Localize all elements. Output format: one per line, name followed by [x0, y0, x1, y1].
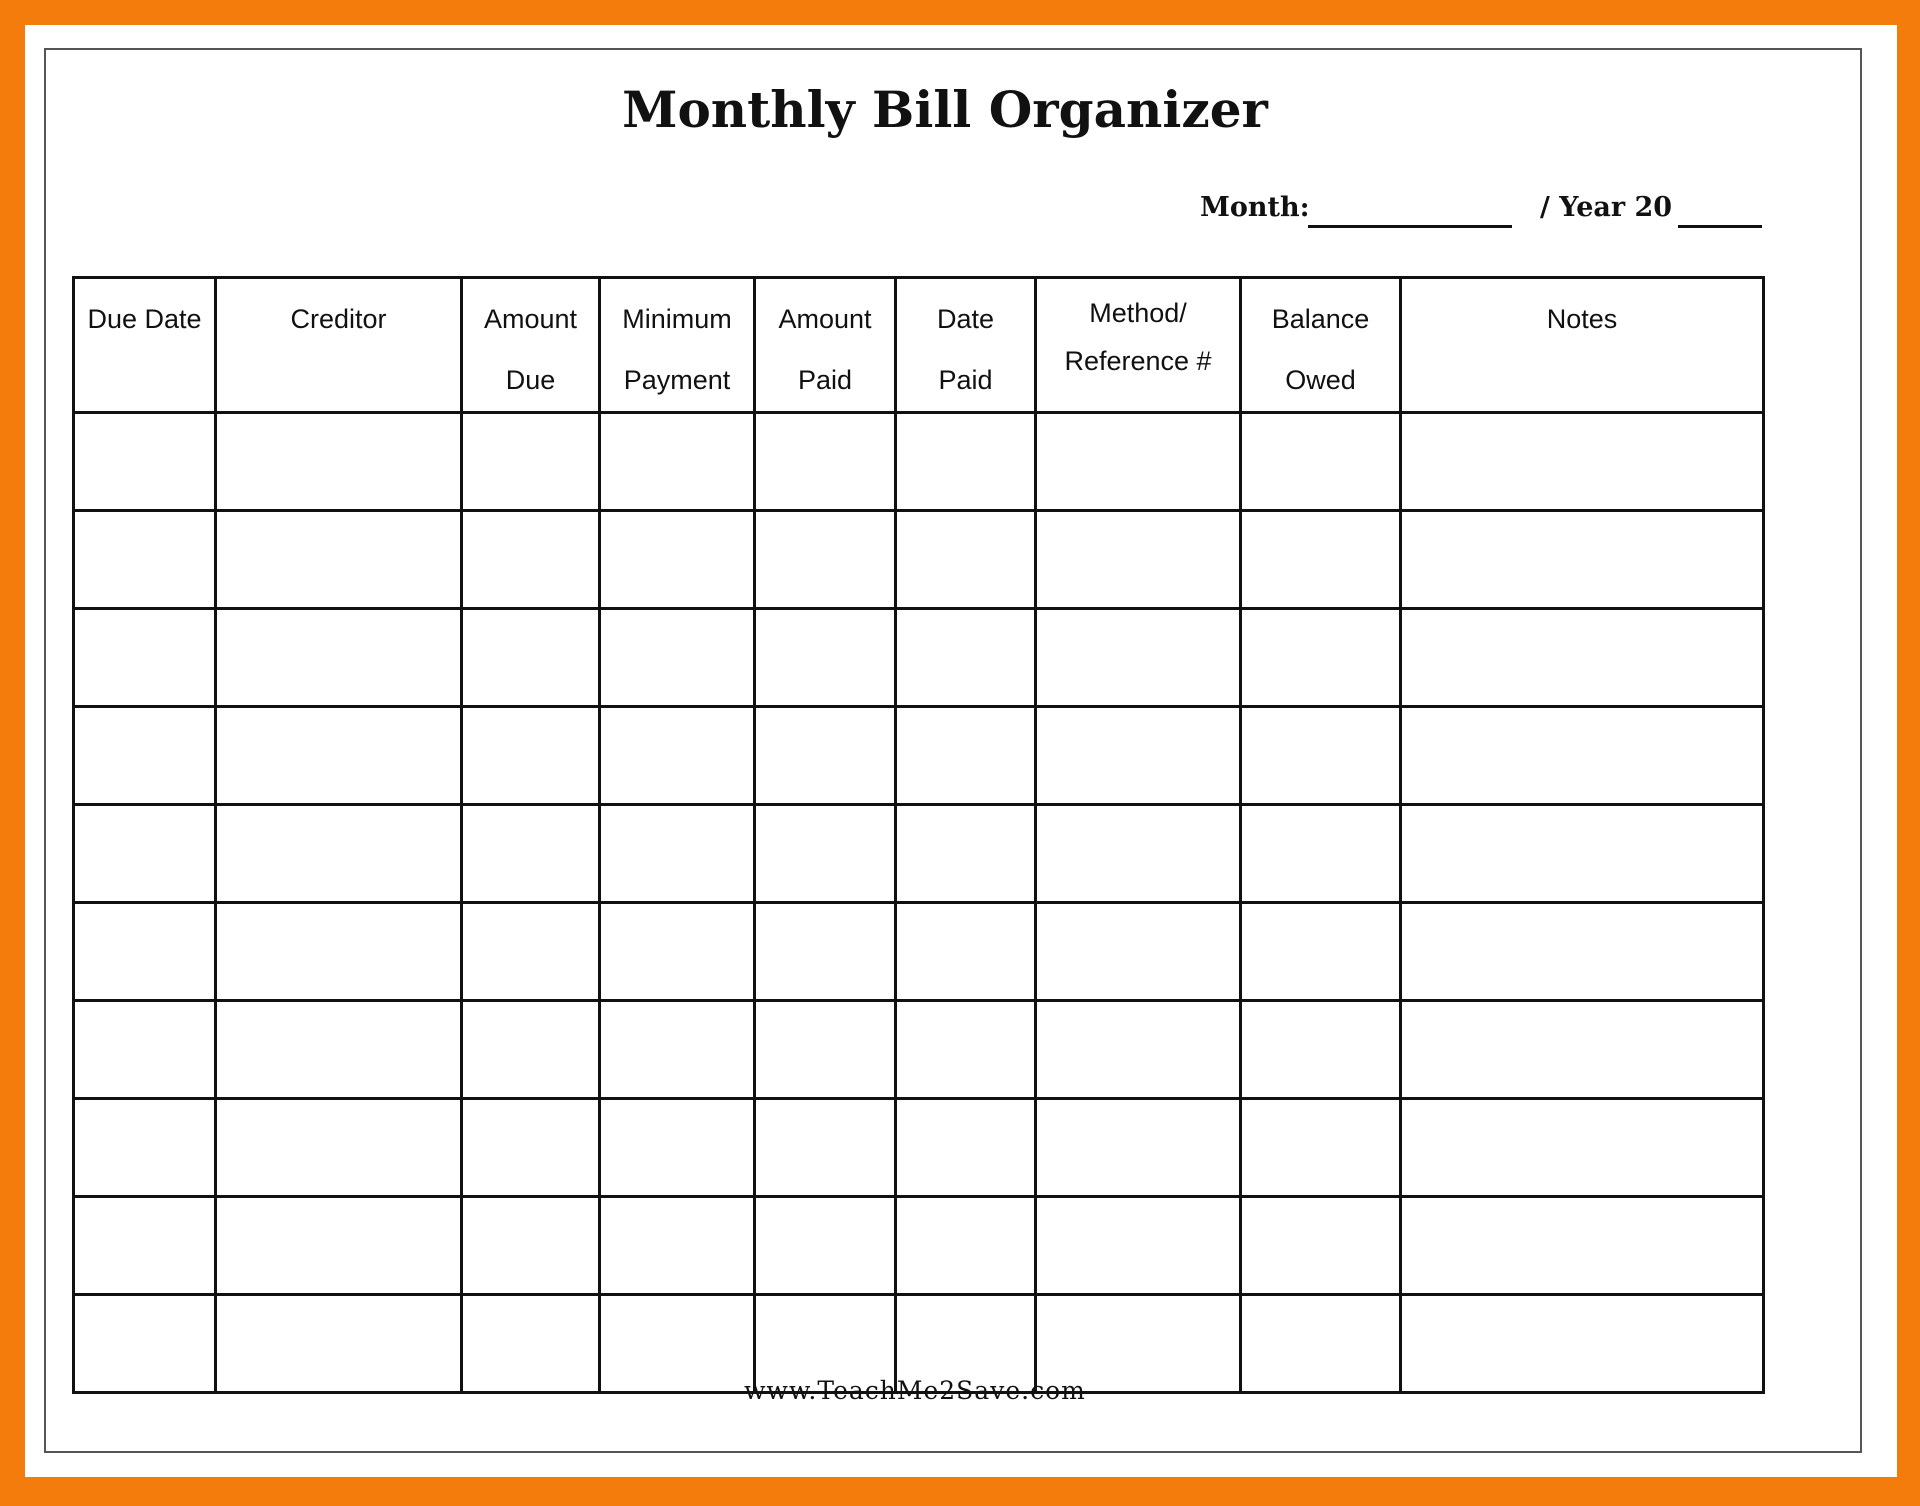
cell-due-date[interactable]	[74, 707, 216, 805]
cell-method-reference[interactable]	[1036, 903, 1241, 1001]
cell-due-date[interactable]	[74, 805, 216, 903]
cell-date-paid[interactable]	[896, 707, 1036, 805]
cell-minimum-payment[interactable]	[600, 707, 755, 805]
header-row	[74, 278, 1764, 413]
cell-due-date[interactable]	[74, 413, 216, 511]
cell-due-date[interactable]	[74, 1099, 216, 1197]
cell-minimum-payment[interactable]	[600, 609, 755, 707]
cell-amount-paid[interactable]	[755, 903, 896, 1001]
year-label: / Year 20	[1540, 192, 1673, 223]
cell-minimum-payment[interactable]	[600, 1197, 755, 1295]
cell-creditor[interactable]	[216, 609, 462, 707]
footer-url: www.TeachMe2Save.com	[744, 1376, 1086, 1405]
cell-amount-due[interactable]	[462, 609, 600, 707]
cell-amount-paid[interactable]	[755, 1197, 896, 1295]
cell-notes[interactable]	[1401, 1197, 1764, 1295]
cell-amount-paid[interactable]	[755, 609, 896, 707]
cell-date-paid[interactable]	[896, 1197, 1036, 1295]
table-row	[74, 1001, 1764, 1099]
cell-balance-owed[interactable]	[1241, 805, 1401, 903]
cell-method-reference[interactable]	[1036, 805, 1241, 903]
cell-amount-paid[interactable]	[755, 805, 896, 903]
cell-minimum-payment[interactable]	[600, 413, 755, 511]
cell-minimum-payment[interactable]	[600, 903, 755, 1001]
cell-creditor[interactable]	[216, 805, 462, 903]
column-header-date-paid: Date Paid	[896, 278, 1036, 413]
cell-creditor[interactable]	[216, 903, 462, 1001]
table-row	[74, 903, 1764, 1001]
month-label: Month:	[1200, 192, 1310, 223]
cell-balance-owed[interactable]	[1241, 1197, 1401, 1295]
cell-amount-paid[interactable]	[755, 413, 896, 511]
cell-notes[interactable]	[1401, 1001, 1764, 1099]
cell-creditor[interactable]	[216, 707, 462, 805]
bill-table	[72, 276, 1765, 1394]
month-year-line	[1200, 192, 1762, 232]
cell-balance-owed[interactable]	[1241, 1001, 1401, 1099]
table-row	[74, 805, 1764, 903]
cell-amount-paid[interactable]	[755, 1001, 896, 1099]
cell-balance-owed[interactable]	[1241, 707, 1401, 805]
cell-method-reference[interactable]	[1036, 413, 1241, 511]
cell-notes[interactable]	[1401, 511, 1764, 609]
cell-balance-owed[interactable]	[1241, 511, 1401, 609]
cell-balance-owed[interactable]	[1241, 903, 1401, 1001]
table-row	[74, 609, 1764, 707]
column-header-creditor: Creditor	[216, 278, 462, 413]
cell-date-paid[interactable]	[896, 511, 1036, 609]
cell-minimum-payment[interactable]	[600, 805, 755, 903]
table-row	[74, 413, 1764, 511]
column-header-balance-owed: Balance Owed	[1241, 278, 1401, 413]
column-header-amount-paid: Amount Paid	[755, 278, 896, 413]
cell-date-paid[interactable]	[896, 1001, 1036, 1099]
cell-notes[interactable]	[1401, 707, 1764, 805]
table-row	[74, 511, 1764, 609]
column-header-amount-due: Amount Due	[462, 278, 600, 413]
cell-date-paid[interactable]	[896, 413, 1036, 511]
cell-amount-due[interactable]	[462, 707, 600, 805]
cell-amount-due[interactable]	[462, 903, 600, 1001]
column-header-notes: Notes	[1401, 278, 1764, 413]
cell-notes[interactable]	[1401, 805, 1764, 903]
cell-due-date[interactable]	[74, 1001, 216, 1099]
cell-amount-due[interactable]	[462, 413, 600, 511]
table-row	[74, 1197, 1764, 1295]
cell-minimum-payment[interactable]	[600, 1099, 755, 1197]
column-header-method-reference: Method/ Reference #	[1036, 278, 1241, 413]
cell-amount-paid[interactable]	[755, 511, 896, 609]
cell-creditor[interactable]	[216, 1001, 462, 1099]
cell-creditor[interactable]	[216, 1197, 462, 1295]
cell-amount-due[interactable]	[462, 1197, 600, 1295]
cell-creditor[interactable]	[216, 511, 462, 609]
table-row	[74, 707, 1764, 805]
cell-notes[interactable]	[1401, 609, 1764, 707]
cell-method-reference[interactable]	[1036, 707, 1241, 805]
cell-method-reference[interactable]	[1036, 1001, 1241, 1099]
cell-due-date[interactable]	[74, 511, 216, 609]
cell-amount-due[interactable]	[462, 805, 600, 903]
cell-due-date[interactable]	[74, 1197, 216, 1295]
column-header-minimum-payment: Minimum Payment	[600, 278, 755, 413]
cell-amount-paid[interactable]	[755, 1099, 896, 1197]
cell-minimum-payment[interactable]	[600, 1001, 755, 1099]
page-title: Monthly Bill Organizer	[622, 80, 1268, 139]
column-header-due-date: Due Date	[74, 278, 216, 413]
cell-date-paid[interactable]	[896, 609, 1036, 707]
cell-minimum-payment[interactable]	[600, 511, 755, 609]
cell-date-paid[interactable]	[896, 805, 1036, 903]
cell-balance-owed[interactable]	[1241, 1099, 1401, 1197]
cell-date-paid[interactable]	[896, 903, 1036, 1001]
cell-method-reference[interactable]	[1036, 609, 1241, 707]
cell-due-date[interactable]	[74, 903, 216, 1001]
cell-notes[interactable]	[1401, 1099, 1764, 1197]
cell-amount-due[interactable]	[462, 511, 600, 609]
cell-balance-owed[interactable]	[1241, 413, 1401, 511]
cell-notes[interactable]	[1401, 413, 1764, 511]
cell-balance-owed[interactable]	[1241, 609, 1401, 707]
table-row	[74, 1099, 1764, 1197]
month-blank-line	[1308, 225, 1512, 228]
cell-method-reference[interactable]	[1036, 1099, 1241, 1197]
year-blank-line	[1678, 225, 1762, 228]
cell-creditor[interactable]	[216, 413, 462, 511]
cell-date-paid[interactable]	[896, 1099, 1036, 1197]
cell-notes[interactable]	[1401, 903, 1764, 1001]
cell-creditor[interactable]	[216, 1099, 462, 1197]
cell-method-reference[interactable]	[1036, 511, 1241, 609]
cell-method-reference[interactable]	[1036, 1197, 1241, 1295]
cell-amount-paid[interactable]	[755, 707, 896, 805]
cell-amount-due[interactable]	[462, 1001, 600, 1099]
cell-due-date[interactable]	[74, 609, 216, 707]
cell-amount-due[interactable]	[462, 1099, 600, 1197]
